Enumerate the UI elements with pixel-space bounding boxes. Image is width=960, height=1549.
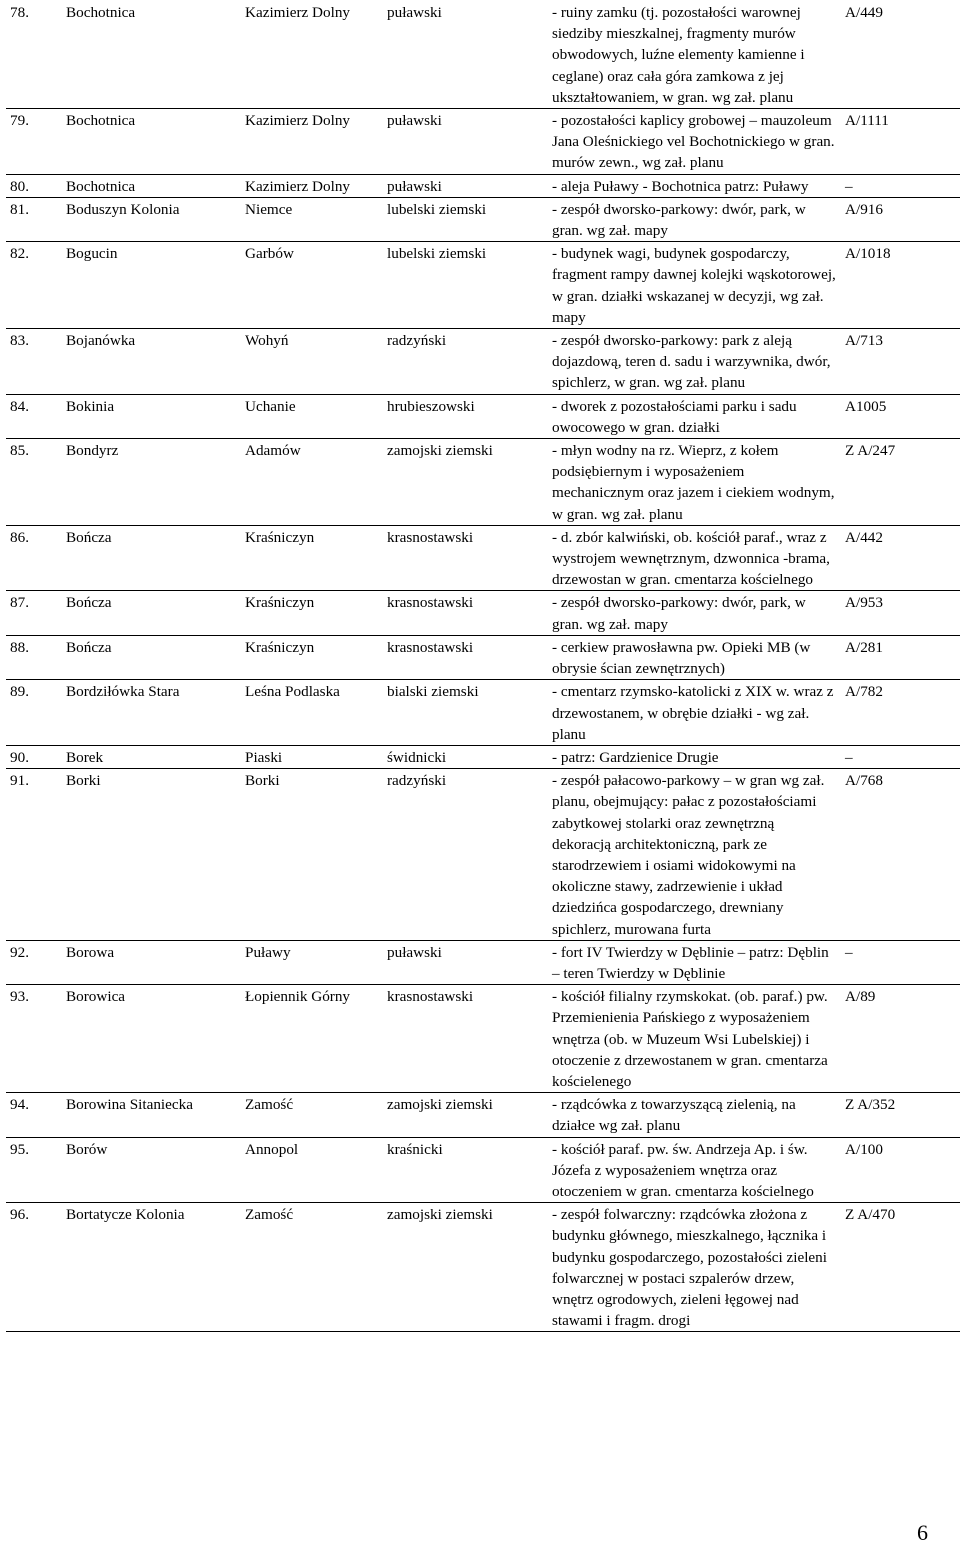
- table-row: [6, 745, 960, 768]
- county: puławski: [387, 177, 442, 195]
- municipality: Uchanie: [245, 397, 296, 415]
- municipality: Kazimierz Dolny: [245, 4, 351, 21]
- monument-description: - cmentarz rzymsko-katolicki z XIX w. wraz z drzewostanem, w obrębie działki - wg zał. planu: [552, 683, 834, 743]
- monument-description: - budynek wagi, budynek gospodarczy, fragment rampy dawnej kolejki wąskotorowej, w gran. działki wskazanej w decyzji, wg zał. mapy: [552, 245, 836, 326]
- table-row: [6, 769, 960, 941]
- municipality: Wohyń: [245, 332, 289, 350]
- table-row: [6, 1093, 960, 1137]
- monument-description: - fort IV Twierdzy w Dęblinie – patrz: Dęblin – teren Twierdzy w Dęblinie: [552, 943, 829, 982]
- municipality: Zamość: [245, 1206, 294, 1224]
- municipality: Kraśniczyn: [245, 638, 315, 656]
- register-number: –: [845, 177, 853, 195]
- county: hrubieszowski: [387, 397, 475, 415]
- entry-number: 92.: [10, 943, 29, 961]
- table-row: [6, 940, 960, 984]
- monument-description: - pozostałości kaplicy grobowej – mauzoleum Jana Oleśnickiego vel Bochotnickiego w gran. murów zewn., wg zał. planu: [552, 112, 835, 172]
- entry-number: 80.: [10, 177, 29, 195]
- entry-number: 91.: [10, 772, 29, 790]
- register-number: Z A/247: [845, 442, 896, 460]
- monument-description: - cerkiew prawosławna pw. Opieki MB (w obrysie ścian zewnętrznych): [552, 638, 811, 678]
- monument-description: - kościół filialny rzymskokat. (ob. paraf.) pw. Przemienienia Pańskiego z wyposażeniem wnętrza (ob. w Muzeum Wsi Lubelskiej) i otoczenie z drzewostanem w gran. cmentarza kościelenego: [552, 988, 828, 1090]
- locality: Bordziłówka Stara: [66, 683, 180, 701]
- municipality: Annopol: [245, 1140, 299, 1158]
- municipality: Adamów: [245, 442, 301, 460]
- entry-number: 82.: [10, 245, 29, 263]
- municipality: Kazimierz Dolny: [245, 112, 351, 130]
- county: puławski: [387, 4, 442, 21]
- county: radzyński: [387, 332, 447, 350]
- entry-number: 90.: [10, 748, 29, 766]
- county: zamojski ziemski: [387, 1096, 493, 1114]
- monument-description: - rządcówka z towarzyszącą zielenią, na działce wg zał. planu: [552, 1096, 796, 1135]
- table-row: [6, 439, 960, 526]
- entry-number: 85.: [10, 442, 29, 460]
- county: świdnicki: [387, 748, 447, 766]
- county: krasnostawski: [387, 638, 474, 656]
- county: puławski: [387, 943, 442, 961]
- table-row: [6, 329, 960, 395]
- register-number: A/768: [845, 772, 883, 790]
- table-row: [6, 680, 960, 746]
- entry-number: 87.: [10, 594, 29, 612]
- locality: Boduszyn Kolonia: [66, 200, 180, 218]
- municipality: Łopiennik Górny: [245, 988, 351, 1006]
- register-number: A/1111: [845, 112, 889, 130]
- locality: Bochotnica: [66, 4, 136, 21]
- table-row: [6, 591, 960, 635]
- locality: Bochotnica: [66, 112, 136, 130]
- entry-number: 78.: [10, 4, 29, 21]
- entry-number: 83.: [10, 332, 29, 350]
- register-number: A/281: [845, 638, 883, 656]
- table-row: [6, 0, 960, 109]
- entry-number: 86.: [10, 528, 29, 546]
- entry-number: 94.: [10, 1096, 29, 1114]
- locality: Bokinia: [66, 397, 115, 415]
- table-row: [6, 525, 960, 591]
- table-row: [6, 635, 960, 679]
- register-number: A/442: [845, 528, 883, 546]
- locality: Borowica: [66, 988, 126, 1006]
- entry-number: 79.: [10, 112, 29, 130]
- locality: Borów: [66, 1140, 108, 1158]
- table-row: [6, 197, 960, 241]
- register-number: A/916: [845, 200, 883, 218]
- municipality: Puławy: [245, 943, 291, 961]
- entry-number: 96.: [10, 1206, 29, 1224]
- table-row: [6, 174, 960, 197]
- locality: Bogucin: [66, 245, 118, 263]
- municipality: Kraśniczyn: [245, 528, 315, 546]
- locality: Bortatycze Kolonia: [66, 1206, 185, 1224]
- locality: Borek: [66, 748, 104, 766]
- monument-description: - zespół folwarczny: rządcówka złożona z budynku głównego, mieszkalnego, łącznika i budynku gospodarczego, pozostałości zieleni folwarcznej w postaci szpalerów drzew, wnętrz ogrodowych, zieleni łęgowej nad stawami i fragm. drogi: [552, 1206, 827, 1330]
- entry-number: 95.: [10, 1140, 29, 1158]
- monument-description: - zespół dworsko-parkowy: dwór, park, w gran. wg zał. mapy: [552, 200, 806, 240]
- entry-number: 84.: [10, 397, 29, 415]
- page-number: 6: [917, 1520, 928, 1545]
- monument-description: - młyn wodny na rz. Wieprz, z kołem podsiębiernym i wyposażeniem mechanicznym oraz jazem i ciekiem wodnym, w gran. wg zał. planu: [552, 442, 835, 523]
- table-row: [6, 394, 960, 438]
- municipality: Borki: [245, 772, 280, 790]
- table-row: [6, 109, 960, 175]
- locality: Borki: [66, 772, 101, 790]
- monument-description: - dworek z pozostałościami parku i sadu owocowego w gran. działki: [552, 397, 797, 436]
- county: zamojski ziemski: [387, 1206, 493, 1224]
- locality: Bończa: [66, 528, 112, 546]
- entry-number: 88.: [10, 638, 29, 656]
- county: radzyński: [387, 772, 447, 790]
- municipality: Piaski: [245, 748, 283, 766]
- county: lubelski ziemski: [387, 245, 487, 263]
- table-row: [6, 985, 960, 1093]
- register-number: –: [845, 748, 853, 766]
- register-number: Z A/352: [845, 1096, 896, 1114]
- register-number: A/89: [845, 988, 876, 1006]
- table-row: [6, 1203, 960, 1332]
- table-row: [6, 1137, 960, 1203]
- municipality: Kraśniczyn: [245, 594, 315, 612]
- municipality: Zamość: [245, 1096, 294, 1114]
- register-number: –: [845, 943, 853, 961]
- municipality: Kazimierz Dolny: [245, 177, 351, 195]
- register-number: A1005: [845, 397, 887, 415]
- monument-description: - d. zbór kalwiński, ob. kościół paraf., wraz z wystrojem wewnętrznym, dzwonnica -brama, drzewostan w gran. cmentarza kościelnego: [552, 528, 830, 589]
- monument-description: - zespół pałacowo-parkowy – w gran wg zał. planu, obejmujący: pałac z pozostałościami zabytkowej stolarki oraz zewnętrzną dekoracją architektoniczną, park ze starodrzewiem i osiami widokowymi na okoliczne stawy, zadrzewienie i układ dziedzińca gospodarczego, drewniany spichlerz, murowana furta: [552, 772, 825, 938]
- monument-description: - kościół paraf. pw. św. Andrzeja Ap. i św. Józefa z wyposażeniem wnętrza oraz otoczeniem w gran. cmentarza kościelnego: [552, 1140, 814, 1200]
- county: bialski ziemski: [387, 683, 479, 701]
- county: krasnostawski: [387, 528, 474, 546]
- county: zamojski ziemski: [387, 442, 493, 460]
- register-number: A/782: [845, 683, 883, 701]
- locality: Borowa: [66, 943, 115, 961]
- monument-description: - aleja Puławy - Bochotnica patrz: Puławy: [552, 177, 809, 195]
- register-number: A/953: [845, 594, 883, 612]
- register-number: A/449: [845, 4, 883, 21]
- monument-description: - zespół dworsko-parkowy: dwór, park, w gran. wg zał. mapy: [552, 594, 806, 633]
- entry-number: 93.: [10, 988, 29, 1006]
- entry-number: 89.: [10, 683, 29, 701]
- monument-description: - patrz: Gardzienice Drugie: [552, 748, 719, 766]
- county: lubelski ziemski: [387, 200, 487, 218]
- monument-description: - ruiny zamku (tj. pozostałości warownej siedziby mieszkalnej, fragmenty murów obwodowych, luźne elementy kamienne i ceglane) oraz cała góra zamkowa z jej ukształtowaniem, w gran. wg zał. planu: [552, 4, 805, 106]
- locality: Borowina Sitaniecka: [66, 1096, 193, 1114]
- locality: Bojanówka: [66, 332, 136, 350]
- municipality: Garbów: [245, 245, 294, 263]
- monument-description: - zespół dworsko-parkowy: park z aleją dojazdową, teren d. sadu i warzywnika, dwór, spichlerz, w gran. wg zał. planu: [552, 332, 831, 392]
- register-number: A/713: [845, 332, 883, 350]
- locality: Bończa: [66, 638, 112, 656]
- register-number: Z A/470: [845, 1206, 896, 1224]
- table-row: [6, 242, 960, 329]
- register-table: [6, 0, 960, 1332]
- register-body: [6, 0, 960, 1332]
- register-number: A/100: [845, 1140, 883, 1158]
- municipality: Niemce: [245, 200, 293, 218]
- county: krasnostawski: [387, 988, 474, 1006]
- county: kraśnicki: [387, 1140, 443, 1158]
- locality: Bochotnica: [66, 177, 136, 195]
- register-number: A/1018: [845, 245, 891, 263]
- county: krasnostawski: [387, 594, 474, 612]
- county: puławski: [387, 112, 442, 130]
- municipality: Leśna Podlaska: [245, 683, 340, 701]
- entry-number: 81.: [10, 200, 29, 218]
- locality: Bondyrz: [66, 442, 119, 460]
- locality: Bończa: [66, 594, 112, 612]
